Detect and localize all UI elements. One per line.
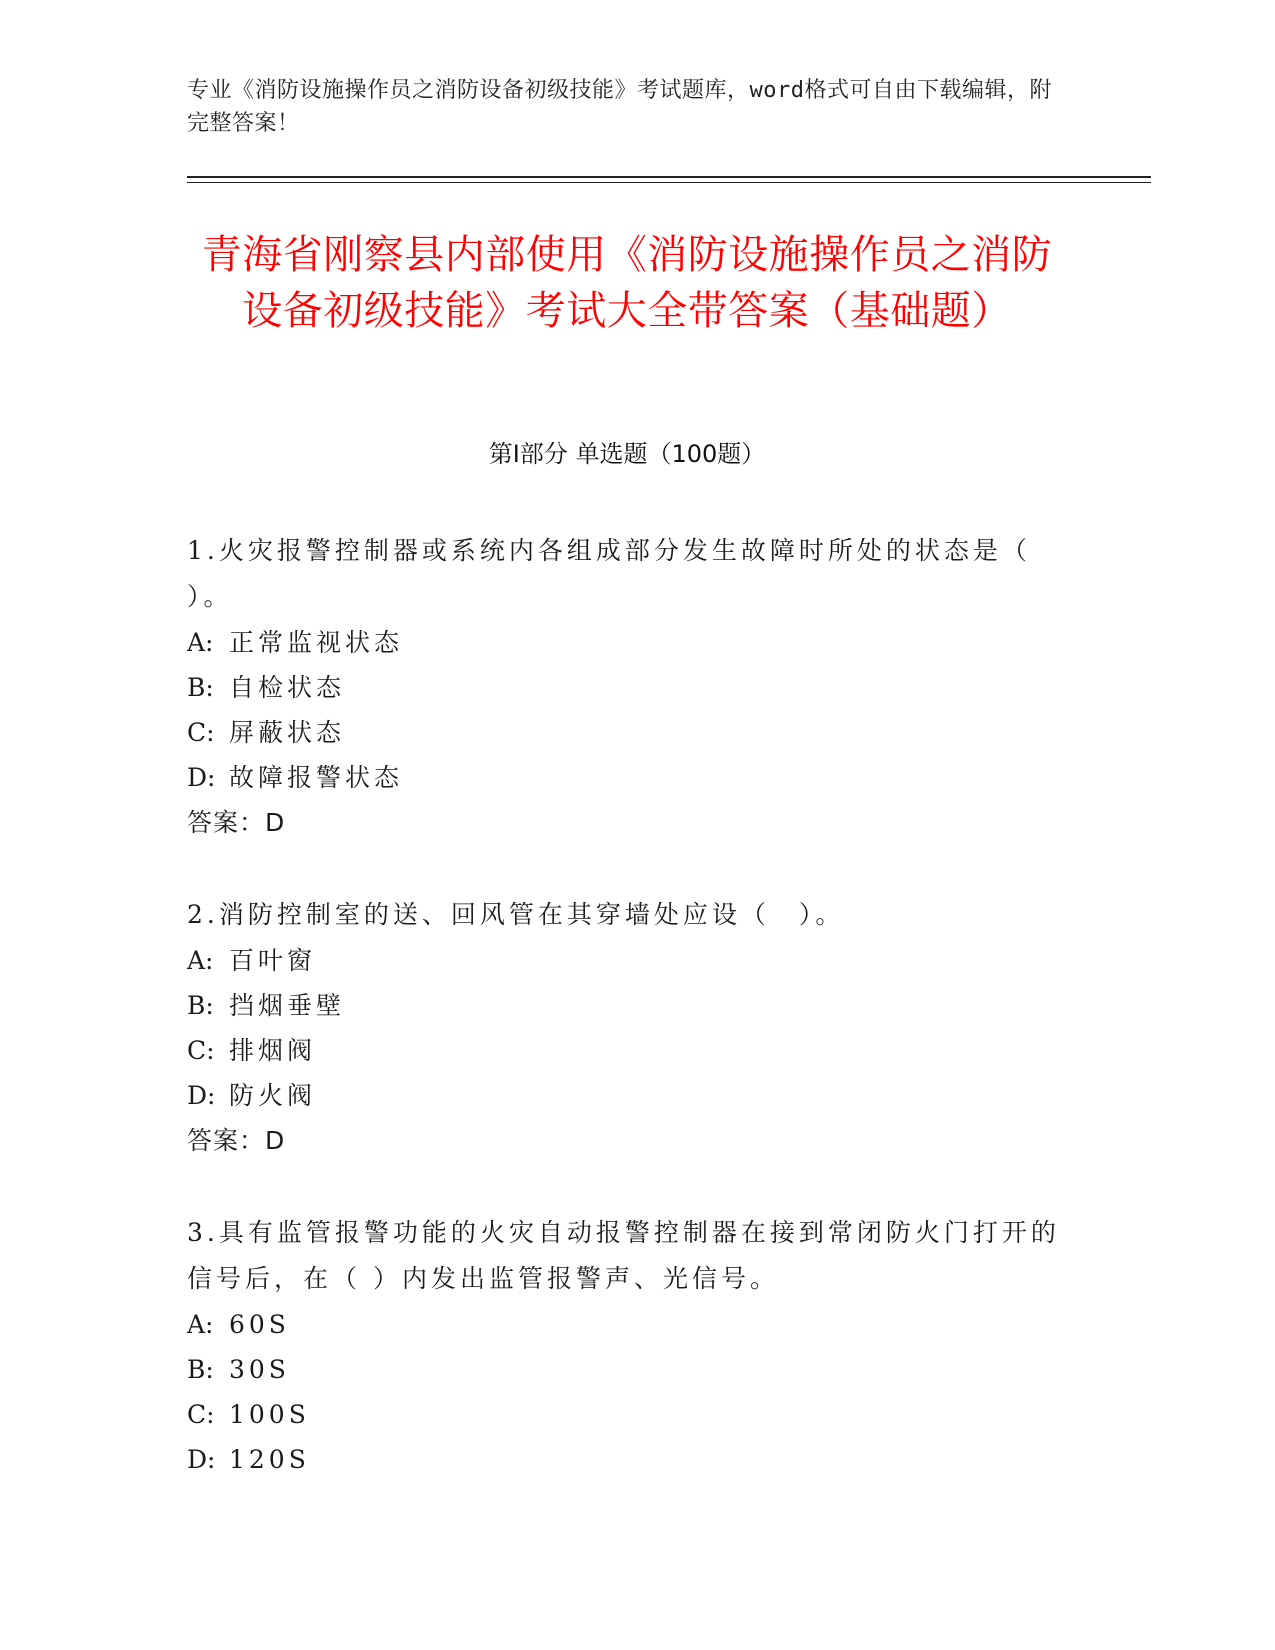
option-a	[187, 938, 1067, 983]
option-text: 防火阀	[229, 1081, 317, 1110]
option-key: A:	[187, 628, 214, 657]
header-divider-thick	[187, 176, 1151, 178]
question-stem: 1.火灾报警控制器或系统内各组成部分发生故障时所处的状态是（ ）。	[187, 536, 1031, 611]
question-list	[187, 528, 1067, 1528]
option-text: 排烟阀	[229, 1036, 317, 1065]
answer-line: 答案：D	[187, 808, 286, 837]
option-key: B:	[187, 1355, 214, 1384]
answer-line: 答案：D	[187, 1126, 286, 1155]
question-3	[187, 1210, 1067, 1482]
option-d	[187, 1073, 1067, 1118]
section-title: 第Ⅰ部分 单选题（100题）	[488, 440, 766, 468]
option-text: 100S	[229, 1400, 310, 1429]
option-b	[187, 983, 1067, 1028]
option-text: 屏蔽状态	[229, 718, 346, 747]
question-2	[187, 892, 1067, 1164]
option-key: D:	[187, 1081, 216, 1110]
header-note: 专业《消防设施操作员之消防设备初级技能》考试题库，word格式可自由下载编辑，附完整答案！	[187, 78, 1052, 136]
header-divider-thin	[187, 182, 1151, 183]
option-text: 百叶窗	[229, 946, 317, 975]
option-c	[187, 1392, 1067, 1437]
option-a	[187, 620, 1067, 665]
option-a	[187, 1302, 1067, 1347]
option-d	[187, 755, 1067, 800]
option-b	[187, 665, 1067, 710]
question-1	[187, 528, 1067, 846]
option-b	[187, 1347, 1067, 1392]
option-key: A:	[187, 1310, 214, 1339]
option-text: 120S	[229, 1445, 310, 1474]
document-page	[187, 0, 1147, 1650]
option-text: 60S	[229, 1310, 290, 1339]
option-text: 故障报警状态	[229, 763, 404, 792]
option-key: B:	[187, 673, 214, 702]
option-key: D:	[187, 1445, 216, 1474]
option-text: 30S	[229, 1355, 290, 1384]
option-text: 挡烟垂壁	[229, 991, 346, 1020]
question-stem: 2.消防控制室的送、回风管在其穿墙处应设（ ）。	[187, 900, 845, 929]
option-key: C:	[187, 1036, 215, 1065]
option-c	[187, 1028, 1067, 1073]
option-key: C:	[187, 718, 215, 747]
option-c	[187, 710, 1067, 755]
option-key: A:	[187, 946, 214, 975]
option-text: 正常监视状态	[229, 628, 404, 657]
option-key: C:	[187, 1400, 215, 1429]
option-key: D:	[187, 763, 216, 792]
document-title: 青海省刚察县内部使用《消防设施操作员之消防设备初级技能》考试大全带答案（基础题）	[201, 232, 1053, 334]
option-text: 自检状态	[229, 673, 346, 702]
option-d	[187, 1437, 1067, 1482]
question-stem: 3.具有监管报警功能的火灾自动报警控制器在接到常闭防火门打开的信号后，在（ ）内发出监管报警声、光信号。	[187, 1218, 1060, 1293]
option-key: B:	[187, 991, 214, 1020]
